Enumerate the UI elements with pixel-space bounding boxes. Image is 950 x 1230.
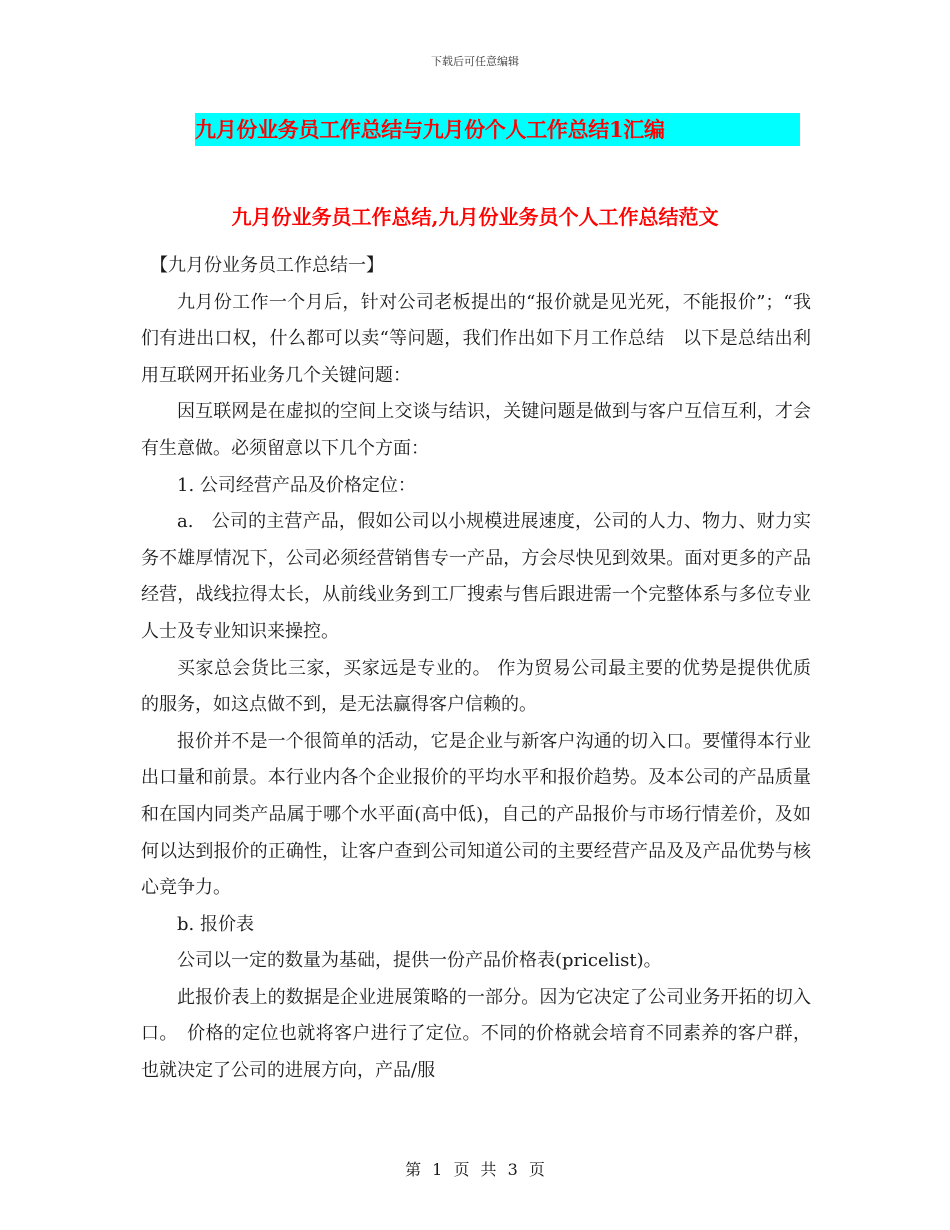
- list-heading: b. 报价表: [177, 913, 254, 935]
- paragraph: 报价并不是一个很简单的活动，它是企业与新客户沟通的切入口。要懂得本行业出口量和前景。本行业内各个企业报价的平均水平和报价趋势。及本公司的产品质量和在国内同类产品属于哪个水平面(高中低)，自己的产品报价与市场行情差价，及如何以达到报价的正确性，让客户查到公司知道公司的主要经营产品及及产品优势与核心竞争力。: [141, 730, 811, 899]
- list-heading: 1. 公司经营产品及价格定位：: [177, 474, 416, 496]
- paragraph: 九月份工作一个月后，针对公司老板提出的“报价就是见光死，不能报价”；“我们有进出口权，什么都可以卖“等问题，我们作出如下月工作总结 以下是总结出利用互联网开拓业务几个关键问题：: [141, 291, 811, 386]
- paragraph: 买家总会货比三家，买家远是专业的。 作为贸易公司最主要的优势是提供优质的服务，如这点做不到，是无法赢得客户信赖的。: [141, 657, 811, 716]
- header-note: 下载后可任意编辑: [431, 55, 519, 68]
- section-heading: 【九月份业务员工作总结一】: [150, 255, 384, 276]
- sub-title: 九月份业务员工作总结,九月份业务员个人工作总结范文: [231, 205, 719, 229]
- document-body: [141, 248, 811, 1090]
- main-title: 九月份业务员工作总结与九月份个人工作总结1汇编: [195, 117, 665, 142]
- paragraph: 公司以一定的数量为基础，提供一份产品价格表(pricelist)。: [177, 950, 662, 972]
- paragraph: a. 公司的主营产品，假如公司以小规模进展速度，公司的人力、物力、财力实务不雄厚情况下，公司必须经营销售专一产品，方会尽快见到效果。面对更多的产品经营，战线拉得太长，从前线业务到工厂搜索与售后跟进需一个完整体系与多位专业人士及专业知识来操控。: [141, 511, 811, 642]
- paragraph: 因互联网是在虚拟的空间上交谈与结识，关键问题是做到与客户互信互利，才会有生意做。必须留意以下几个方面：: [141, 401, 811, 459]
- paragraph: 此报价表上的数据是企业进展策略的一部分。因为它决定了公司业务开拓的切入口。 价格的定位也就将客户进行了定位。不同的价格就会培育不同素养的客户群，也就决定了公司的进展方向，产品/服: [141, 986, 811, 1082]
- page-footer: 第 1 页 共 3 页: [405, 1160, 545, 1179]
- main-title-highlight: [195, 113, 800, 146]
